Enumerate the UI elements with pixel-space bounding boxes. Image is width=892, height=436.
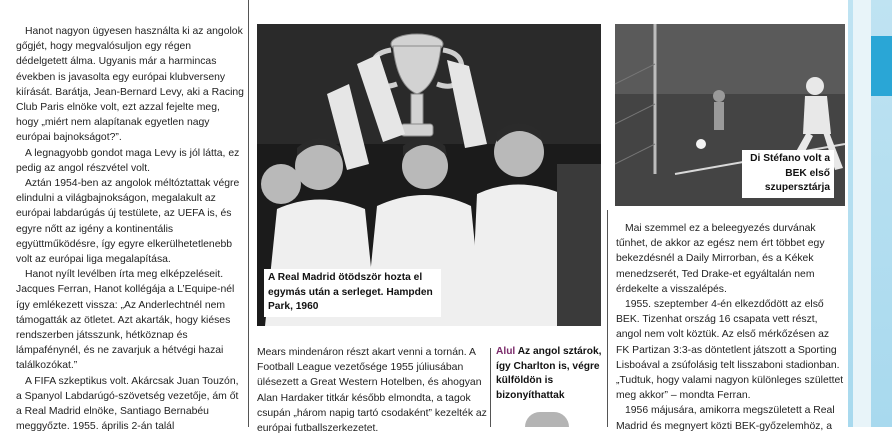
column-divider — [248, 0, 249, 427]
article-column-middle — [257, 345, 487, 436]
article-paragraph: Hanot nagyon ügyesen használta ki az angolok gőgjét, hogy megvalósuljon egy régen dédelgetett álma. Ugyanis már a harmincas években is javasolta egy európai klubverseny kiírását. Barátja, Jean-Bernard Levy, aki a Racing Club Paris elnöke volt, ezt azzal fejelte meg, hogy „miért nem alapítanak egyetlen nagy európai bajnokságot?”. — [16, 26, 244, 144]
column-divider — [490, 348, 491, 427]
page-edge-tab — [871, 36, 892, 96]
photo-caption-bottom — [496, 345, 602, 403]
article-paragraph: 1955. szeptember 4-én elkezdődött az első BEK. Tizenhat ország 16 csapata vett részt, angol nem volt köztük. Az első mérkőzésen az FK Partizan 3:3-as döntetlent játszott a Sporting Lisboával a zsúfolásig telt lisszaboni stadionban. „Tudtuk, hogy valami nagyon különleges születtet meg akkor” – mondta Ferran. — [616, 299, 844, 402]
caption-text: Az angol sztárok, így Charlton is, végre külföldön is bizonyíthattak — [496, 346, 602, 401]
article-paragraph: Aztán 1954-ben az angolok méltóztattak végre elindulni a világbajnokságon, megalakult az európai labdarúgás új testülete, az UEFA is, és egyre nőtt az igény a kontinentális együttműködésre, így egyre elkerülhetetlenebb volt az európai liga megalapítása. — [16, 178, 240, 266]
article-column-left — [16, 24, 244, 434]
article-paragraph: 1956 májusára, amikorra megszületett a Real Madrid és megnyert közti BEK-győzelemhöz, a — [616, 405, 835, 432]
article-column-right — [616, 221, 844, 434]
photo-caption: A Real Madrid ötödször hozta el egymás után a serleget. Hampden Park, 1960 — [264, 269, 441, 317]
caption-lead: Alul — [496, 346, 516, 357]
photo-caption: Di Stéfano volt a BEK első szupersztárja — [742, 150, 834, 198]
portrait-photo — [525, 412, 569, 427]
article-paragraph: Mai szemmel ez a beleegyezés durvának tűnhet, de akkor az egész nem ért többet egy bekezdésnél a Daily Mirrorban, és a Kékek menedzserét, Ted Drake-et egyáltalán nem érdekelte a visszalépés. — [616, 223, 825, 295]
article-paragraph: A FIFA szkeptikus volt. Akárcsak Juan Touzón, a Spanyol Labdarúgó-szövetség vezetője, ám őt a Real Madrid elnöke, Santiago Bernabéu meggyőzte. 1955. április 2-án talál — [16, 375, 239, 433]
article-paragraph: A legnagyobb gondot maga Levy is jól látta, ez pedig az angol részvétel volt. — [16, 147, 240, 174]
article-paragraph: Mears mindenáron részt akart venni a tornán. A Football League vezetősége 1955 júliusában ülésezett a Great Western Hotelben, és ahogyan Alan Hardaker titkár később elmondta, a tagok csupán „három napig tartó csodaként” kezelték az európai futballszerkezetet. — [257, 347, 487, 435]
page-edge-sheet — [853, 0, 871, 427]
article-paragraph: Hanot nyílt levélben írta meg elképzeléseit. Jacques Ferran, Hanot kollégája a L’Equipe-nél így emlékezett vissza: „Az Anderlechtnél nem támogatták az ötletet. Azt akarták, hogy kiéses rendszerben játsszunk, hétköznap és lámpafénynél, és ne zavarjuk a hétvégi hazai találkozókat.” — [16, 269, 235, 372]
column-divider — [607, 210, 608, 427]
